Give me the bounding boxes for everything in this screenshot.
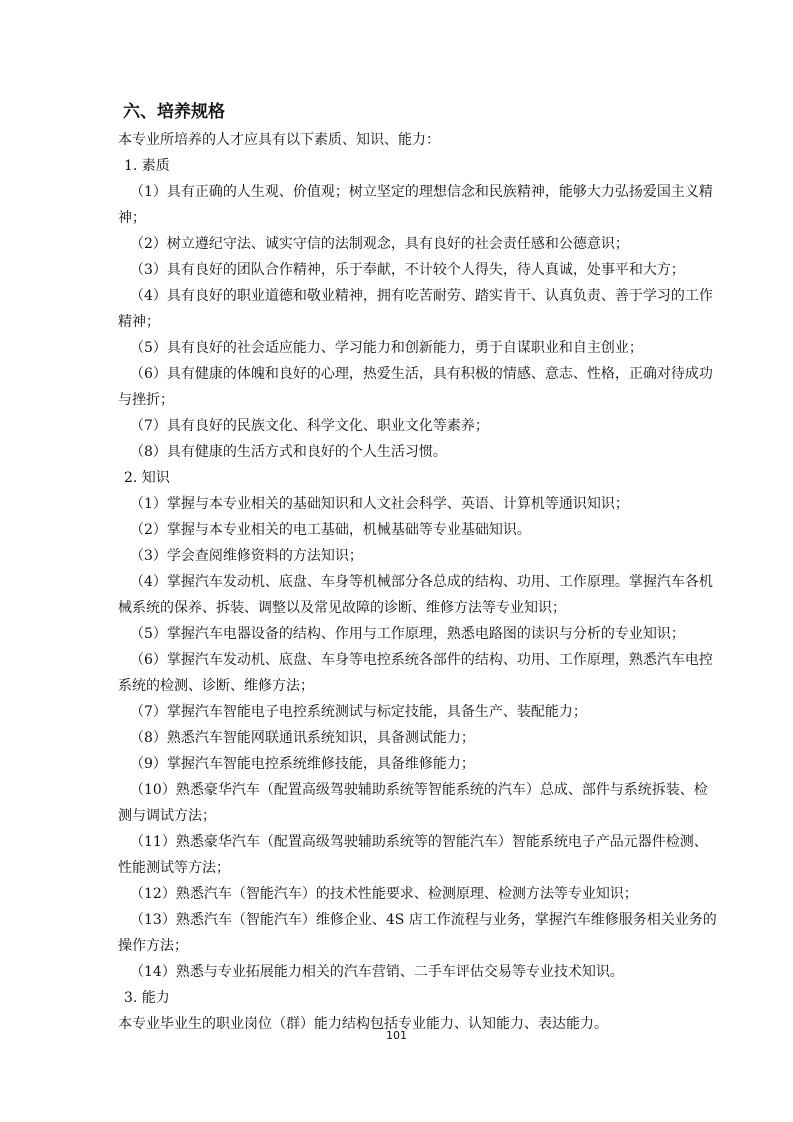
knowledge-item-4: （4）掌握汽车发动机、底盘、车身等机械部分各总成的结构、功用、工作原理。掌握汽车各机	[130, 574, 713, 590]
knowledge-item-8: （8）熟悉汽车智能网联通讯系统知识，具备测试能力；	[130, 730, 475, 746]
knowledge-item-11-continued: 性能测试等方法；	[118, 860, 230, 876]
knowledge-item-11: （11）熟悉豪华汽车（配置高级驾驶辅助系统等的智能汽车）智能系统电子产品元器件检测、	[130, 834, 708, 850]
quality-item-6: （6）具有健康的体魄和良好的心理，热爱生活，具有积极的情感、意志、性格，正确对待成功	[130, 366, 713, 382]
abilities-intro: 本专业毕业生的职业岗位（群）能力结构包括专业能力、认知能力、表达能力。	[118, 1016, 608, 1032]
knowledge-item-13-continued: 操作方法；	[118, 938, 188, 954]
knowledge-item-7: （7）掌握汽车智能电子电控系统测试与标定技能，具备生产、装配能力；	[130, 704, 587, 720]
quality-item-3: （3）具有良好的团队合作精神，乐于奉献，不计较个人得失，待人真诚，处事平和大方；	[130, 262, 685, 278]
knowledge-item-14: （14）熟悉与专业拓展能力相关的汽车营销、二手车评估交易等专业技术知识。	[130, 964, 624, 980]
knowledge-item-6: （6）掌握汽车发动机、底盘、车身等电控系统各部件的结构、功用、工作原理，熟悉汽车电控	[130, 652, 713, 668]
quality-item-1-continued: 神；	[118, 210, 146, 226]
page-number: 101	[386, 1029, 407, 1042]
intro-paragraph: 本专业所培养的人才应具有以下素质、知识、能力：	[118, 132, 440, 148]
quality-item-2: （2）树立遵纪守法、诚实守信的法制观念，具有良好的社会责任感和公德意识；	[130, 236, 629, 252]
knowledge-item-2: （2）掌握与本专业相关的电工基础，机械基础等专业基础知识。	[130, 522, 531, 538]
knowledge-item-10: （10）熟悉豪华汽车（配置高级驾驶辅助系统等智能系统的汽车）总成、部件与系统拆装、检	[130, 782, 708, 798]
knowledge-item-3: （3）学会查阅维修资料的方法知识；	[130, 548, 363, 564]
quality-item-1: （1）具有正确的人生观、价值观；树立坚定的理想信念和民族精神，能够大力弘扬爱国主义精	[130, 184, 713, 200]
knowledge-item-5: （5）掌握汽车电器设备的结构、作用与工作原理，熟悉电路图的读识与分析的专业知识；	[130, 626, 685, 642]
quality-item-8: （8）具有健康的生活方式和良好的个人生活习惯。	[130, 444, 447, 460]
section-heading: 六、培养规格	[123, 102, 225, 122]
quality-item-7: （7）具有良好的民族文化、科学文化、职业文化等素养；	[130, 418, 489, 434]
knowledge-item-13: （13）熟悉汽车（智能汽车）维修企业、4S 店工作流程与业务，掌握汽车维修服务相关业务的	[130, 912, 717, 928]
knowledge-item-4-continued: 械系统的保养、拆装、调整以及常见故障的诊断、维修方法等专业知识；	[118, 600, 566, 616]
quality-item-4-continued: 精神；	[118, 314, 160, 330]
quality-item-4: （4）具有良好的职业道德和敬业精神，拥有吃苦耐劳、踏实肯干、认真负责、善于学习的工作	[130, 288, 713, 304]
knowledge-item-10-continued: 测与调试方法；	[118, 808, 216, 824]
subheading-qualities: 1. 素质	[124, 158, 170, 174]
subheading-knowledge: 2. 知识	[124, 470, 170, 486]
knowledge-item-9: （9）掌握汽车智能电控系统维修技能，具备维修能力；	[130, 756, 475, 772]
subheading-abilities: 3. 能力	[124, 990, 170, 1006]
knowledge-item-6-continued: 系统的检测、诊断、维修方法；	[118, 678, 314, 694]
knowledge-item-1: （1）掌握与本专业相关的基础知识和人文社会科学、英语、计算机等通识知识；	[130, 496, 629, 512]
quality-item-5: （5）具有良好的社会适应能力、学习能力和创新能力，勇于自谋职业和自主创业；	[130, 340, 643, 356]
quality-item-6-continued: 与挫折；	[118, 392, 174, 408]
knowledge-item-12: （12）熟悉汽车（智能汽车）的技术性能要求、检测原理、检测方法等专业知识；	[130, 886, 638, 902]
